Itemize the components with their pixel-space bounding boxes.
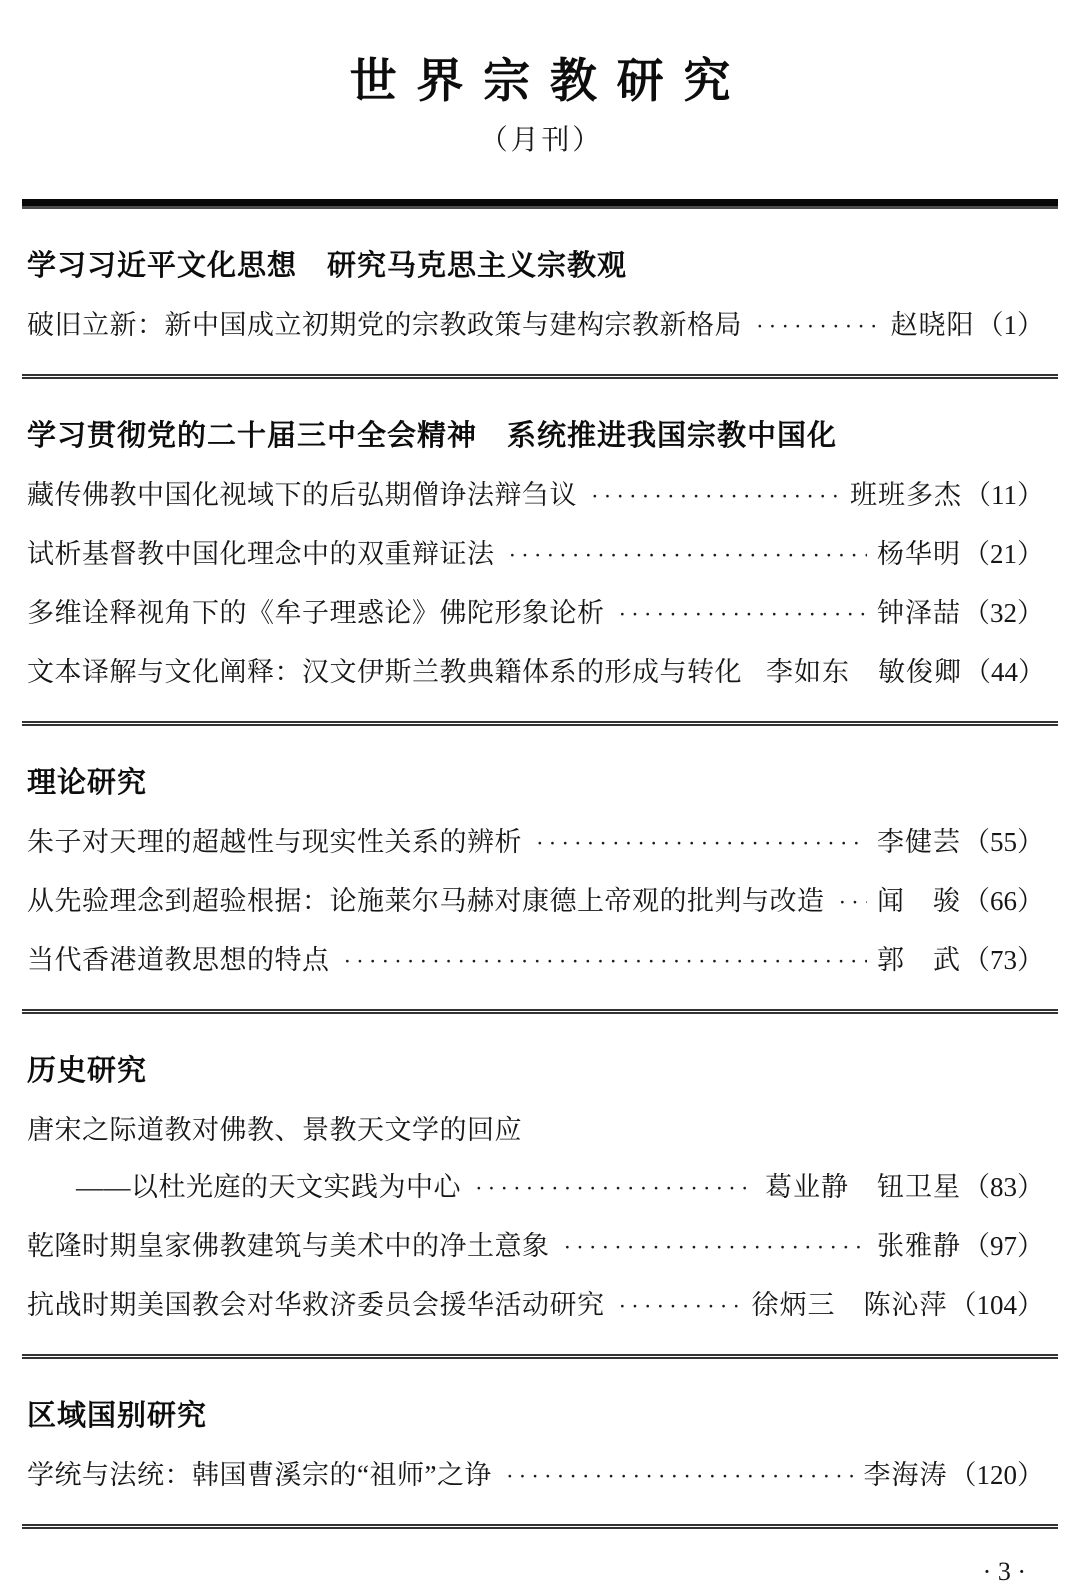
section-area-studies — [22, 1399, 1058, 1529]
entry-page-number: （66） — [963, 886, 1044, 916]
section-divider — [22, 1524, 1058, 1529]
dot-leader — [536, 827, 867, 859]
entry-authors: 杨华明 — [877, 539, 961, 569]
entry-authors: 徐炳三 陈沁萍 — [751, 1290, 948, 1320]
entry-authors: 李海涛 — [863, 1460, 948, 1490]
section-divider — [22, 1354, 1058, 1359]
entry-authors: 班班多杰 — [850, 480, 962, 510]
toc-entry — [27, 310, 1044, 342]
entry-page-number: （104） — [949, 1290, 1044, 1320]
entry-authors: 李健芸 — [877, 827, 961, 857]
dot-leader — [344, 945, 868, 977]
entry-page-number: （83） — [963, 1172, 1044, 1202]
toc-entry — [27, 539, 1044, 571]
dot-leader — [564, 1231, 868, 1263]
masthead-rule — [22, 199, 1058, 209]
section-theory — [22, 766, 1058, 1014]
toc-entry — [27, 945, 1044, 977]
journal-title: 世界宗教研究 — [349, 54, 751, 107]
entry-title: 文本译解与文化阐释：汉文伊斯兰教典籍体系的形成与转化 — [27, 657, 742, 687]
toc-entry — [27, 598, 1044, 630]
entry-title: 藏传佛教中国化视域下的后弘期僧诤法辩刍议 — [27, 480, 577, 510]
section-sinicization — [22, 419, 1058, 726]
toc-entry — [27, 1231, 1044, 1263]
entry-title: 乾隆时期皇家佛教建筑与美术中的净土意象 — [27, 1231, 550, 1261]
section-divider — [22, 1009, 1058, 1014]
entry-authors: 闻 骏 — [877, 886, 961, 916]
entry-title: 多维诠释视角下的《牟子理惑论》佛陀形象论析 — [27, 598, 605, 628]
dot-leader — [839, 886, 868, 918]
entry-subtitle: ——以杜光庭的天文实践为中心 — [76, 1172, 461, 1202]
entry-page-number: （11） — [964, 480, 1044, 510]
entry-title: 从先验理念到超验根据：论施莱尔马赫对康德上帝观的批判与改造 — [27, 886, 825, 916]
dot-leader — [619, 598, 868, 630]
toc-entry — [27, 1460, 1044, 1492]
masthead — [22, 0, 1058, 157]
entry-title: 唐宋之际道教对佛教、景教天文学的回应 — [27, 1115, 522, 1145]
entry-page-number: （120） — [949, 1460, 1044, 1490]
dot-leader — [619, 1290, 742, 1322]
section-divider — [22, 721, 1058, 726]
entry-page-number: （21） — [963, 539, 1044, 569]
toc-entry — [27, 480, 1044, 512]
entry-authors: 郭 武 — [877, 945, 961, 975]
entry-page-number: （44） — [964, 657, 1045, 687]
section-divider — [22, 374, 1058, 379]
entry-page-number: （32） — [963, 598, 1044, 628]
page-number: · 3 · — [982, 1557, 1026, 1586]
entry-page-number: （97） — [963, 1231, 1044, 1261]
section-header: 学习贯彻党的二十届三中全会精神 系统推进我国宗教中国化 — [27, 420, 838, 452]
dot-leader — [509, 539, 868, 571]
entry-title: 朱子对天理的超越性与现实性关系的辨析 — [27, 827, 522, 857]
entry-title: 抗战时期美国教会对华救济委员会援华活动研究 — [27, 1290, 605, 1320]
entry-authors: 张雅静 — [877, 1231, 961, 1261]
section-xi-thought — [22, 249, 1058, 379]
entry-page-number: （73） — [963, 945, 1044, 975]
entry-title: 当代香港道教思想的特点 — [27, 945, 330, 975]
entry-authors: 李如东 敏俊卿 — [766, 657, 962, 687]
dot-leader — [591, 480, 840, 512]
entry-title: 学统与法统：韩国曹溪宗的“祖师”之诤 — [27, 1460, 492, 1490]
toc-entry — [27, 827, 1044, 859]
section-header: 区域国别研究 — [27, 1400, 208, 1432]
toc-entry — [27, 886, 1044, 918]
entry-authors: 葛业静 钮卫星 — [765, 1172, 961, 1202]
section-header: 历史研究 — [27, 1055, 148, 1087]
toc-entry — [27, 657, 1044, 689]
toc-entry-line2 — [27, 1172, 1044, 1204]
entry-page-number: （55） — [963, 827, 1044, 857]
entry-title: 试析基督教中国化理念中的双重辩证法 — [27, 539, 495, 569]
section-header: 理论研究 — [27, 767, 148, 799]
dot-leader — [475, 1172, 755, 1204]
toc-entry-line1 — [27, 1115, 1044, 1145]
entry-title: 破旧立新：新中国成立初期党的宗教政策与建构宗教新格局 — [27, 310, 742, 340]
dot-leader — [756, 310, 881, 342]
section-history — [22, 1054, 1058, 1359]
entry-authors: 赵晓阳 — [890, 310, 975, 340]
section-header: 学习习近平文化思想 研究马克思主义宗教观 — [27, 250, 628, 282]
entry-page-number: （1） — [976, 310, 1044, 340]
journal-subtitle: （月刊） — [479, 125, 603, 156]
toc-entry — [27, 1290, 1044, 1322]
dot-leader — [506, 1460, 854, 1492]
entry-authors: 钟泽喆 — [877, 598, 961, 628]
